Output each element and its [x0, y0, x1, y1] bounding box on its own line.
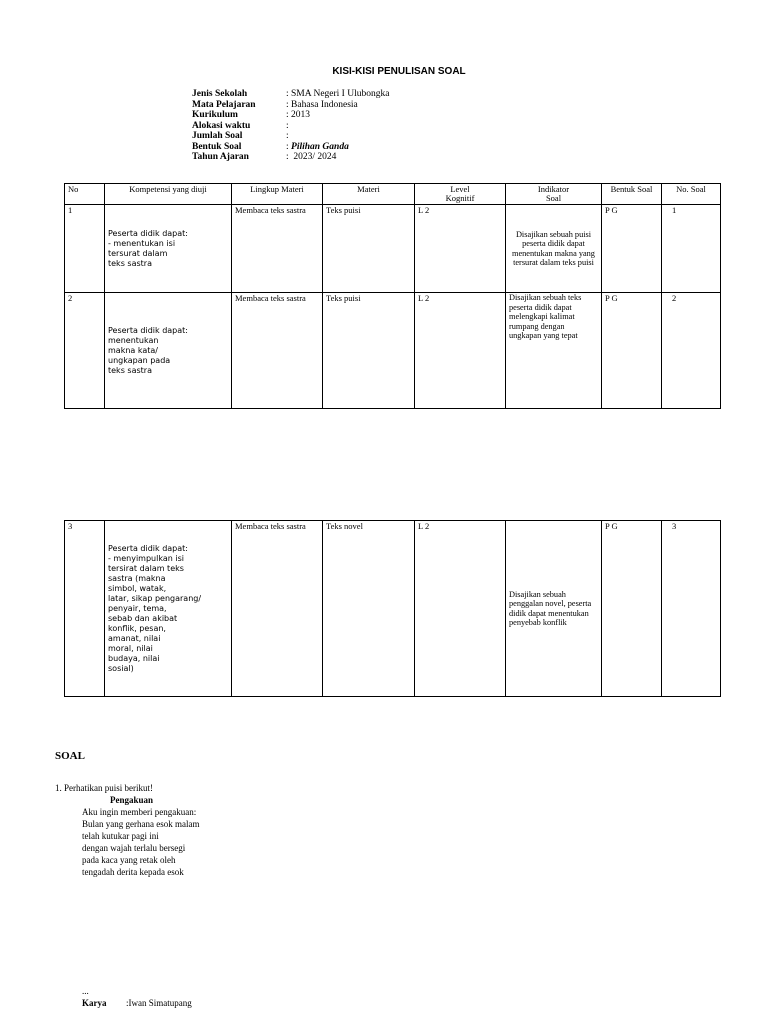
- info-label: Kurikulum: [192, 110, 238, 120]
- poem-author: [82, 998, 192, 1008]
- info-label: Bentuk Soal: [192, 141, 242, 152]
- question-1-text: 1. Perhatikan puisi berikut!: [55, 783, 153, 793]
- info-value: :: [286, 120, 289, 131]
- kompetensi-text: Peserta didik dapat: - menentukan isi tersurat dalam teks sastra: [108, 228, 188, 268]
- cell-indikator: Disajikan sebuah penggalan novel, peserta didik dapat menentukan penyebab konflik: [506, 521, 602, 697]
- info-value: : 2013: [286, 110, 311, 120]
- header-no-soal: No. Soal: [662, 184, 721, 205]
- cell-no-soal: 2: [662, 293, 721, 409]
- table-row: [65, 205, 721, 293]
- info-label: Jenis Sekolah: [192, 89, 248, 99]
- info-label: Alokasi waktu: [192, 120, 251, 131]
- cell-level: L 2: [415, 521, 506, 697]
- document-info: [192, 89, 389, 163]
- info-label: Tahun Ajaran: [192, 152, 249, 162]
- cell-lingkup: Membaca teks sastra: [232, 293, 323, 409]
- info-bentuk-soal: [192, 142, 389, 153]
- table-row: [65, 293, 721, 409]
- author-label: Karya: [82, 998, 107, 1008]
- info-value: :: [286, 131, 289, 141]
- poem-line: telah kutukar pagi ini: [82, 830, 159, 841]
- kisi-kisi-table-continued: [64, 520, 721, 697]
- cell-no-soal: 3: [662, 521, 721, 697]
- poem-line: dengan wajah terlalu bersegi: [82, 842, 186, 853]
- cell-no: 2: [65, 293, 105, 409]
- cell-no: 3: [65, 521, 105, 697]
- kompetensi-text: Peserta didik dapat: menentukan makna kata/ ungkapan pada teks sastra: [108, 325, 188, 375]
- info-value: : SMA Negeri I Ulubongka: [286, 89, 390, 99]
- info-value-prefix: :: [286, 141, 292, 152]
- info-jumlah-soal: [192, 131, 389, 142]
- author-value: :Iwan Simatupang: [126, 998, 192, 1008]
- cell-bentuk: P G: [602, 205, 662, 293]
- info-tahun-ajaran: [192, 152, 389, 163]
- cell-bentuk: P G: [602, 293, 662, 409]
- info-value: Pilihan Ganda: [291, 141, 349, 152]
- info-label: Jumlah Soal: [192, 131, 243, 141]
- cell-materi: Teks puisi: [323, 205, 415, 293]
- info-mata-pelajaran: [192, 100, 389, 111]
- info-label: Mata Pelajaran: [192, 99, 256, 110]
- kisi-kisi-table: [64, 183, 721, 409]
- info-value: : 2023/ 2024: [286, 152, 337, 162]
- info-alokasi-waktu: [192, 121, 389, 132]
- cell-lingkup: Membaca teks sastra: [232, 521, 323, 697]
- poem-title: Pengakuan: [110, 795, 154, 805]
- cell-indikator: Disajikan sebuah puisi peserta didik dapat menentukan makna yang tersurat dalam teks puisi: [506, 205, 602, 293]
- header-kompetensi: Kompetensi yang diuji: [105, 184, 232, 205]
- header-bentuk-soal: Bentuk Soal: [602, 184, 662, 205]
- soal-heading: SOAL: [55, 750, 85, 762]
- cell-materi: Teks novel: [323, 521, 415, 697]
- document-title: KISI-KISI PENULISAN SOAL: [332, 66, 466, 77]
- info-kurikulum: [192, 110, 389, 121]
- cell-kompetensi: [105, 205, 232, 293]
- poem-line: pada kaca yang retak oleh: [82, 854, 176, 865]
- header-level-kognitif: Level Kognitif: [415, 184, 506, 205]
- cell-no-soal: 1: [662, 205, 721, 293]
- table-row: [65, 521, 721, 697]
- poem-line: Bulan yang gerhana esok malam: [82, 818, 200, 829]
- header-no: No: [65, 184, 105, 205]
- poem-line: tengadah derita kepada esok: [82, 866, 184, 877]
- poem-body: [82, 807, 199, 878]
- info-value: : Bahasa Indonesia: [286, 99, 358, 110]
- header-indikator-soal: Indikator Soal: [506, 184, 602, 205]
- cell-level: L 2: [415, 205, 506, 293]
- header-lingkup-materi: Lingkup Materi: [232, 184, 323, 205]
- cell-bentuk: P G: [602, 521, 662, 697]
- cell-materi: Teks puisi: [323, 293, 415, 409]
- cell-no: 1: [65, 205, 105, 293]
- poem-ellipsis: ...: [82, 986, 89, 996]
- cell-lingkup: Membaca teks sastra: [232, 205, 323, 293]
- cell-kompetensi: [105, 293, 232, 409]
- info-jenis-sekolah: [192, 89, 389, 100]
- cell-indikator: Disajikan sebuah teks peserta didik dapat melengkapi kalimat rumpang dengan ungkapan yang tepat: [506, 293, 602, 409]
- header-materi: Materi: [323, 184, 415, 205]
- poem-line: Aku ingin memberi pengakuan:: [82, 807, 197, 817]
- cell-kompetensi: [105, 521, 232, 697]
- table-header-row: [65, 184, 721, 205]
- cell-level: L 2: [415, 293, 506, 409]
- kompetensi-text: Peserta didik dapat: - menyimpulkan isi tersirat dalam teks sastra (makna simbol, watak, latar, sikap pengarang/ penyair, tema, sebab dan akibat konflik, pesan, amanat, nilai moral, nilai budaya, nilai sosial): [108, 543, 202, 673]
